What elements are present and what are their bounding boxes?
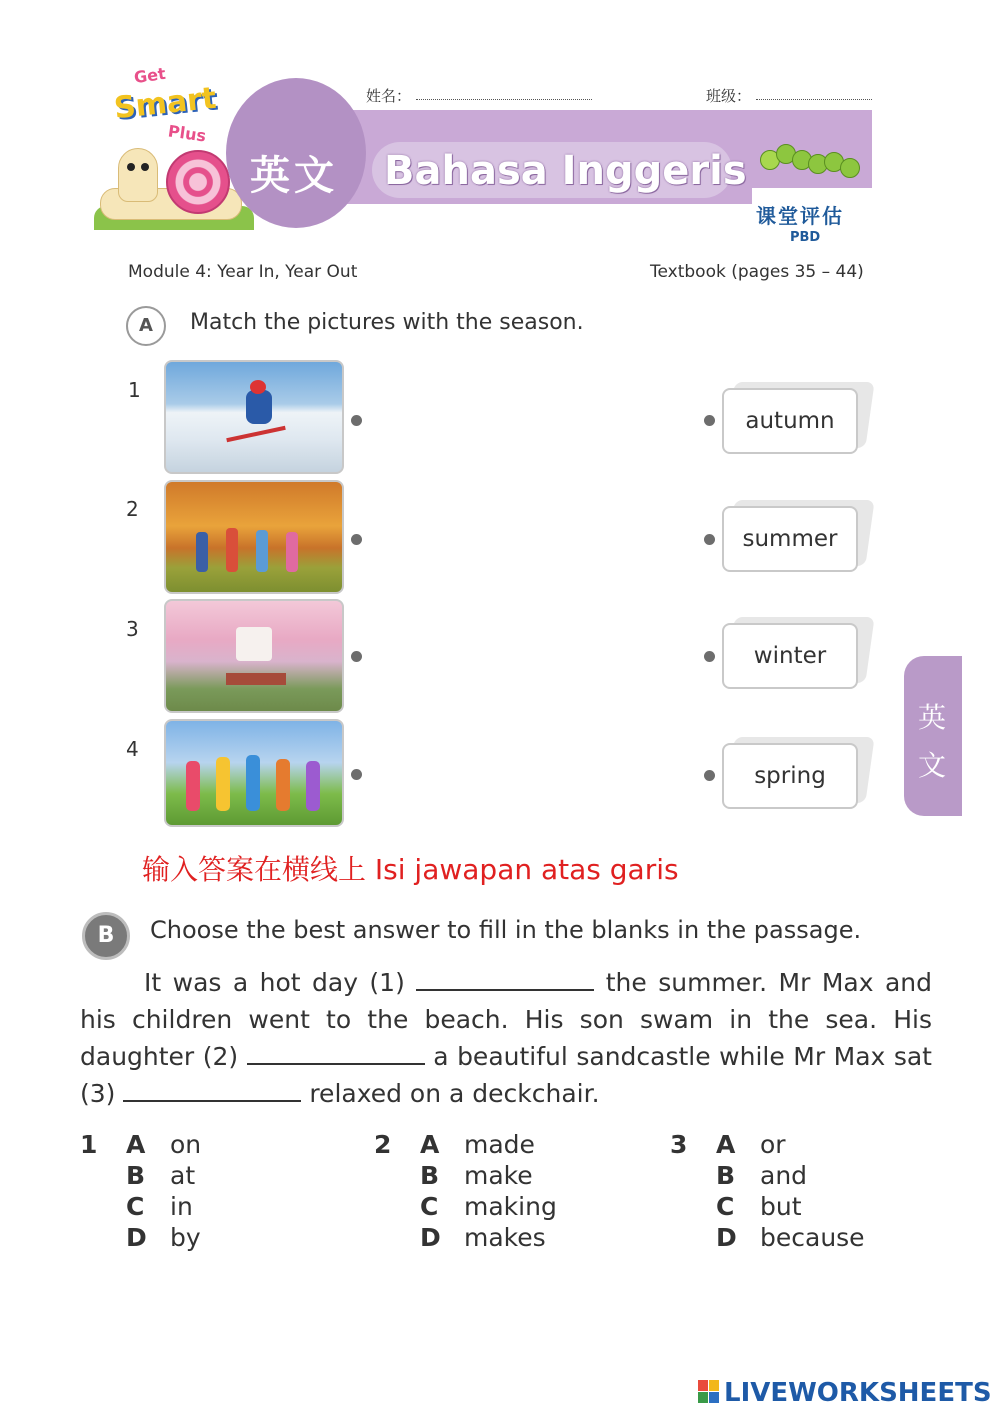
name-field-line[interactable] xyxy=(416,99,592,100)
option-text: makes xyxy=(464,1223,546,1252)
class-label: 班级： xyxy=(706,87,752,105)
question-1-options xyxy=(80,1130,201,1252)
option-text: made xyxy=(464,1130,535,1159)
logo-smart: Smart xyxy=(112,80,218,127)
option-text: or xyxy=(760,1130,786,1159)
section-a-instruction: Match the pictures with the season. xyxy=(190,310,584,335)
section-b-badge: B xyxy=(82,912,130,960)
section-a-badge: A xyxy=(126,306,166,346)
subject-title-en: Bahasa Inggeris xyxy=(384,148,747,194)
snail-head xyxy=(118,148,158,202)
name-label: 姓名： xyxy=(366,87,412,105)
fill-instruction: 输入答案在横线上 Isi jawapan atas garis xyxy=(142,853,679,886)
option-letter: A xyxy=(716,1130,736,1159)
match-dot-left[interactable] xyxy=(351,651,362,662)
autumn-leaves-photo xyxy=(164,480,344,594)
liveworksheets-logo-icon xyxy=(698,1380,720,1404)
skiing-photo xyxy=(164,360,344,474)
logo-plus: Plus xyxy=(166,121,208,146)
option-letter: A xyxy=(420,1130,440,1159)
option-letter: B xyxy=(716,1161,736,1190)
item-number: 1 xyxy=(128,378,141,402)
pbd-title-en: PBD xyxy=(790,230,821,245)
question-2-options xyxy=(374,1130,557,1252)
item-number: 2 xyxy=(126,497,139,521)
match-dot-left[interactable] xyxy=(351,415,362,426)
match-dot-right[interactable] xyxy=(704,651,715,662)
match-dot-right[interactable] xyxy=(704,534,715,545)
module-title: Module 4: Year In, Year Out xyxy=(128,262,358,282)
liveworksheets-brand[interactable]: LIVEWORKSHEETS xyxy=(724,1378,992,1408)
cherry-blossom-photo xyxy=(164,599,344,713)
option-letter: D xyxy=(716,1223,737,1252)
question-3-options xyxy=(670,1130,865,1252)
season-card[interactable]: autumn xyxy=(722,388,858,454)
option-text: in xyxy=(170,1192,193,1221)
passage-text: It was a hot day (1) xyxy=(144,968,405,997)
passage-text: relaxed on a deckchair. xyxy=(309,1079,600,1108)
answer-blank-3[interactable] xyxy=(123,1099,301,1102)
pbd-title-cn: 课堂评估 xyxy=(756,204,844,228)
snail-eye-icon xyxy=(141,163,149,171)
question-number: 3 xyxy=(670,1130,688,1159)
answer-blank-1[interactable] xyxy=(416,988,594,991)
item-number: 4 xyxy=(126,737,139,761)
option-text: making xyxy=(464,1192,557,1221)
option-text: but xyxy=(760,1192,802,1221)
option-text: and xyxy=(760,1161,808,1190)
option-text: at xyxy=(170,1161,196,1190)
passage-text: the summer. Mr Max and his children went to the beach. His son swam in the sea. His daughter (2) xyxy=(80,968,933,1071)
class-field-line[interactable] xyxy=(756,99,872,100)
section-b-instruction: Choose the best answer to fill in the blanks in the passage. xyxy=(150,916,862,944)
season-card[interactable]: spring xyxy=(722,743,858,809)
season-card[interactable]: winter xyxy=(722,623,858,689)
option-text: on xyxy=(170,1130,202,1159)
match-dot-left[interactable] xyxy=(351,769,362,780)
option-text: because xyxy=(760,1223,865,1252)
passage-text: a beautiful sandcastle while Mr Max sat (3) xyxy=(80,1042,932,1108)
option-text: make xyxy=(464,1161,533,1190)
option-letter: C xyxy=(716,1192,735,1221)
caterpillar-icon xyxy=(760,140,870,190)
option-letter: D xyxy=(126,1223,147,1252)
subject-title-cn: 英文 xyxy=(250,153,338,199)
passage xyxy=(80,964,932,1112)
match-dot-left[interactable] xyxy=(351,534,362,545)
logo-get: Get xyxy=(132,63,167,88)
side-tab-label: 英 文 xyxy=(917,701,946,782)
option-letter: B xyxy=(420,1161,440,1190)
snail-eye-icon xyxy=(127,163,135,171)
answer-blank-2[interactable] xyxy=(247,1062,425,1065)
kids-running-photo xyxy=(164,719,344,827)
season-card[interactable]: summer xyxy=(722,506,858,572)
textbook-pages: Textbook (pages 35 – 44) xyxy=(650,262,864,282)
option-letter: D xyxy=(420,1223,441,1252)
match-dot-right[interactable] xyxy=(704,415,715,426)
option-letter: A xyxy=(126,1130,146,1159)
item-number: 3 xyxy=(126,617,139,641)
option-text: by xyxy=(170,1223,201,1252)
option-letter: C xyxy=(420,1192,439,1221)
option-letter: C xyxy=(126,1192,145,1221)
snail-shell-icon xyxy=(166,150,230,214)
question-number: 1 xyxy=(80,1130,98,1159)
question-number: 2 xyxy=(374,1130,392,1159)
option-letter: B xyxy=(126,1161,146,1190)
match-dot-right[interactable] xyxy=(704,770,715,781)
